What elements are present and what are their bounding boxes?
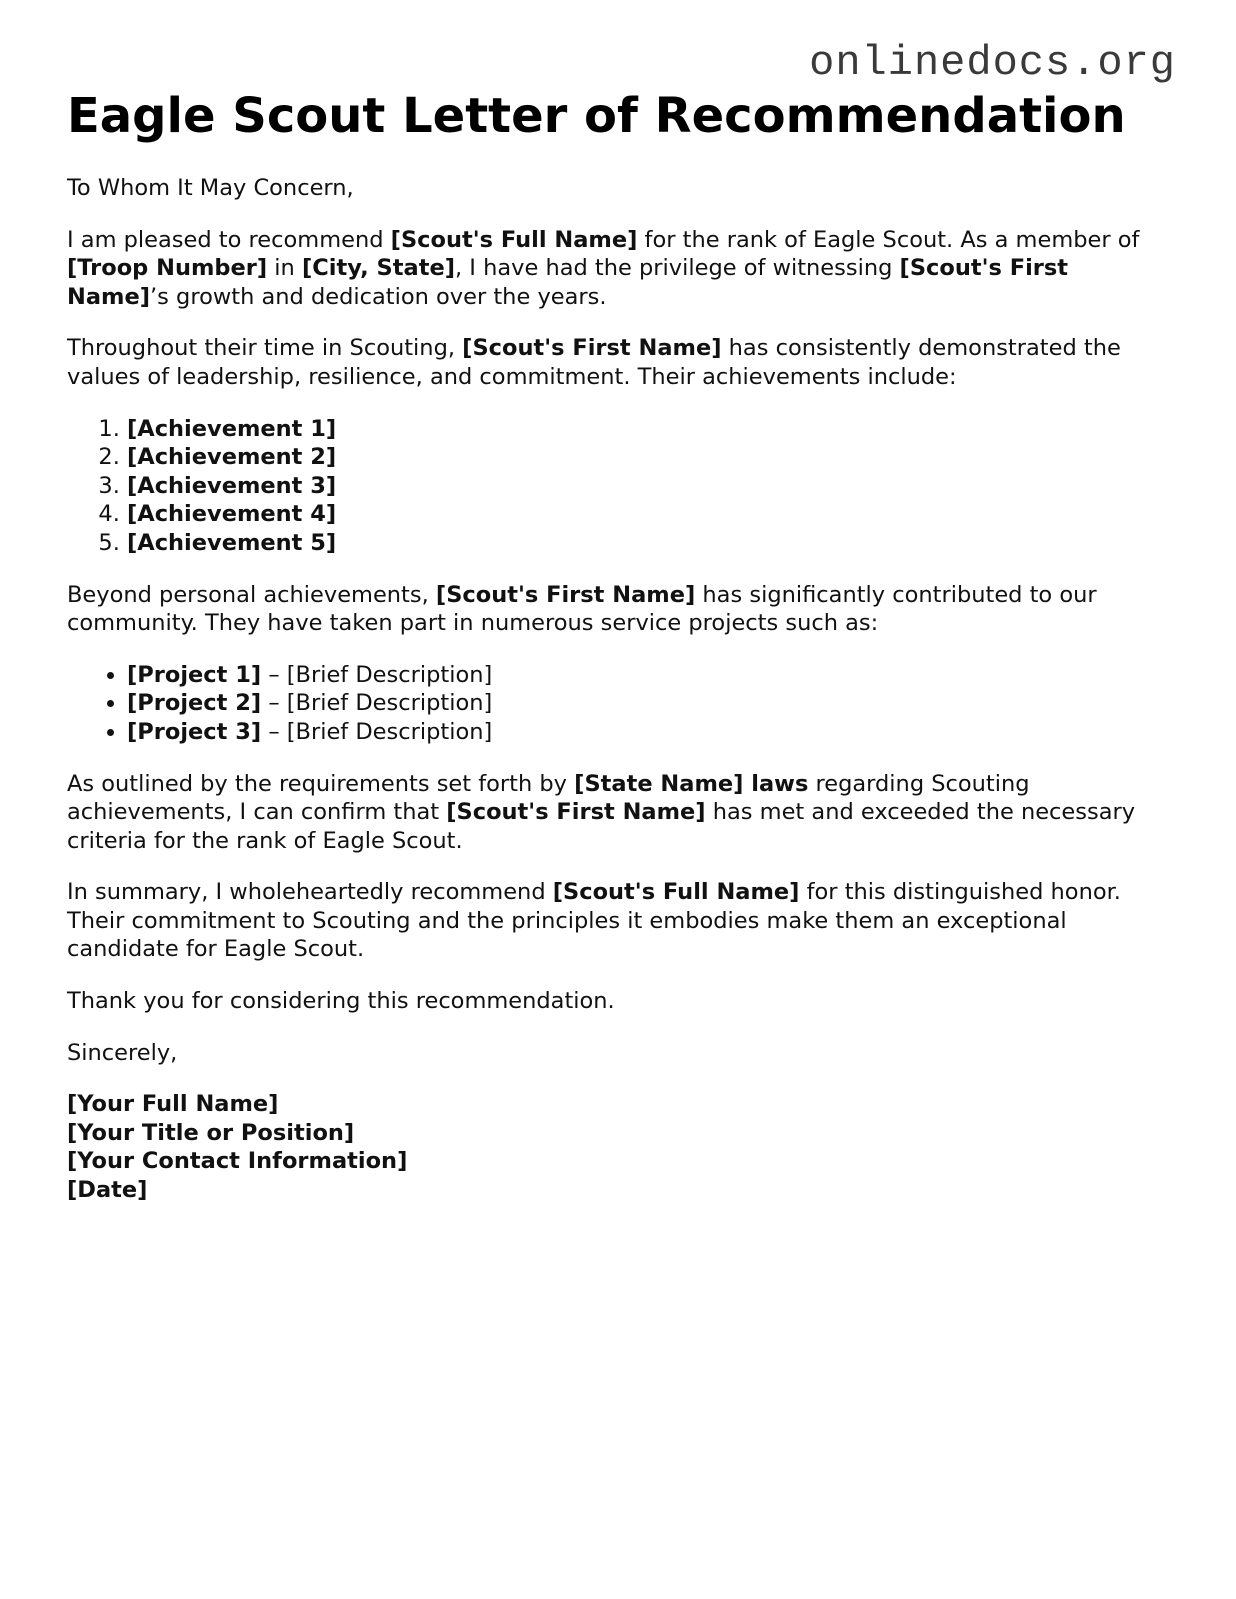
achievement-placeholder: [Achievement 5] [127, 529, 337, 556]
list-item [127, 529, 1177, 558]
list-item [127, 415, 1177, 444]
scout-full-name-placeholder: [Scout's Full Name] [390, 226, 638, 253]
troop-number-placeholder: [Troop Number] [67, 255, 268, 282]
letter-document [67, 88, 1177, 1205]
state-name-laws-placeholder: [State Name] laws [574, 770, 809, 797]
scout-first-name-placeholder: [Scout's First Name] [435, 581, 696, 608]
list-item [127, 718, 1177, 747]
project-placeholder: [Project 2] [127, 690, 262, 717]
scout-full-name-placeholder: [Scout's Full Name] [552, 879, 800, 906]
signer-title-placeholder: [Your Title or Position] [67, 1119, 355, 1146]
text: , I have had the privilege of witnessing [455, 255, 900, 282]
project-placeholder: [Project 3] [127, 718, 262, 745]
text: has significantly contributed to our community. They have taken part in numerous service projects such as: [67, 581, 1097, 637]
text: Throughout their time in Scouting, [67, 335, 463, 362]
list-item [127, 661, 1177, 690]
summary-paragraph [67, 878, 1177, 964]
text: In summary, I wholeheartedly recommend [67, 879, 553, 906]
intro-paragraph [67, 226, 1177, 312]
list-item [127, 689, 1177, 718]
watermark-logo: onlinedocs.org [809, 39, 1176, 87]
scout-first-name-placeholder: [Scout's First Name] [462, 335, 722, 362]
achievement-placeholder: [Achievement 1] [127, 415, 337, 442]
requirements-paragraph [67, 770, 1177, 856]
page-title: Eagle Scout Letter of Recommendation [67, 88, 1126, 144]
list-item [127, 443, 1177, 472]
list-item [127, 472, 1177, 501]
project-description: – [Brief Description] [261, 661, 493, 688]
text: has consistently demonstrated the values of leadership, resilience, and commitment. Their achievements include: [67, 335, 1121, 390]
text: I am pleased to recommend [67, 226, 391, 253]
text: ’s growth and dedication over the years. [150, 283, 607, 310]
city-state-placeholder: [City, State] [301, 255, 455, 282]
scout-first-name-placeholder: [Scout's First Name] [446, 799, 706, 826]
closing: Sincerely, [67, 1039, 178, 1066]
thanks-paragraph: Thank you for considering this recommendation. [67, 988, 615, 1015]
achievement-placeholder: [Achievement 4] [127, 501, 337, 528]
projects-list [67, 661, 1177, 747]
signer-contact-placeholder: [Your Contact Information] [67, 1148, 408, 1175]
list-item [127, 500, 1177, 529]
text: As outlined by the requirements set forth by [67, 770, 575, 797]
achievement-placeholder: [Achievement 3] [127, 472, 337, 499]
greeting: To Whom It May Concern, [67, 175, 354, 201]
signer-name-placeholder: [Your Full Name] [67, 1091, 279, 1118]
date-placeholder: [Date] [67, 1177, 148, 1204]
project-description: – [Brief Description] [261, 718, 493, 745]
text: Beyond personal achievements, [67, 581, 436, 608]
text: for the rank of Eagle Scout. As a member of [637, 226, 1140, 253]
project-description: – [Brief Description] [261, 690, 493, 717]
scout-first-name-placeholder: [Scout's First Name] [67, 255, 1069, 310]
community-paragraph [67, 581, 1177, 638]
text: regarding Scouting achievements, I can confirm that [67, 770, 1030, 826]
text: for this distinguished honor. Their commitment to Scouting and the principles it embodies make them an exceptional candidate for Eagle Scout. [67, 879, 1121, 963]
text: in [267, 255, 302, 282]
project-placeholder: [Project 1] [127, 661, 262, 688]
achievement-placeholder: [Achievement 2] [127, 444, 337, 471]
text: has met and exceeded the necessary criteria for the rank of Eagle Scout. [67, 799, 1136, 854]
signature-block [67, 1090, 1177, 1204]
achievements-list [67, 415, 1177, 558]
values-paragraph [67, 334, 1177, 391]
